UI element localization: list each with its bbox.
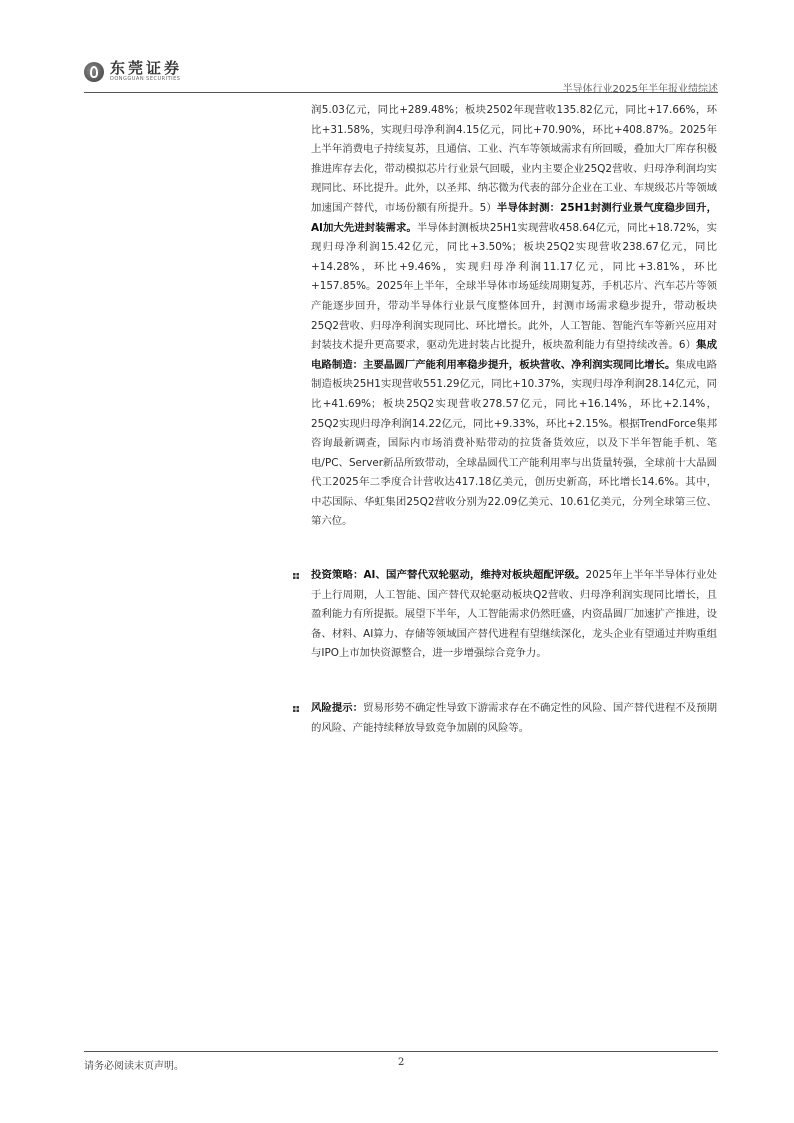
disclaimer-note: 请务必阅读末页声明。 — [84, 1061, 184, 1072]
risk-warning-text: 贸易形势不确定性导致下游需求存在不确定性的风险、国产替代进程不及预期的风险、产能持续释放导致竞争加剧的风险等。 — [311, 702, 718, 734]
foundry-section-heading: 集成电路制造：主要晶圆厂产能利用率稳步提升，板块营收、净利润实现同比增长。 — [311, 339, 718, 371]
packaging-section-text: 半导体封测板块25H1实现营收458.64亿元，同比+18.72%，实现归母净利润15.42亿元，同比+3.50%；板块25Q2实现营收238.67亿元，同比+14.28%，环比+9.46%，实现归母净利润11.17亿元，同比+3.81%，环比+157.85%。2025年上半年，全球半导体市场延续周期复苏，手机芯片、汽车芯片等领产能逐步回升，带动半导体行业景气度整体回升，封测市场需求稳步提升，带动板块25Q2营收、归母净利润实现同比、环比增长。此外，人工智能、智能汽车等新兴应用对封装技术提升更高要求，驱动先进封装占比提升，板块盈利能力有望持续改善。6） — [311, 221, 717, 352]
logo-emblem-icon — [84, 62, 104, 82]
industry-analysis-paragraph — [311, 101, 717, 532]
report-header-title: 半导体行业2025年半年报业绩综述 — [562, 84, 718, 95]
investment-strategy-heading: 投资策略：AI、国产替代双轮驱动，维持对板块超配评级。 — [311, 569, 586, 581]
risk-warning-heading: 风险提示： — [311, 702, 364, 714]
footer-divider — [84, 1051, 718, 1052]
paragraph-lead-text: 润5.03亿元，同比+289.48%；板块2502年现营收135.82亿元，同比+17.66%，环比+31.58%，实现归母净利润4.15亿元，同比+70.90%，环比+408.87%。2025年上半年消费电子持续复苏，且通信、工业、汽车等领域需求有所回暖，叠加大厂库存积极推进库存去化，带动模拟芯片行业景气回暖，业内主要企业25Q2营收、归母净利润均实现同比、环比提升。此外，以圣邦、纳芯微为代表的部分企业在工业、车规级芯片等领域加速国产替代，市场份额有所提升。5） — [311, 104, 717, 214]
bullet-square-icon — [292, 572, 299, 579]
investment-strategy-text: 2025年上半年半导体行业处于上行周期，人工智能、国产替代双轮驱动板块Q2营收、归母净利润实现同比增长，且盈利能力有所提振。展望下半年，人工智能需求仍然旺盛，内资晶圆厂加速扩产推进，设备、材料、AI算力、存储等领域国产替代进程有望继续深化，龙头企业有望通过并购重组与IPO上市加快资源整合，进一步增强综合竞争力。 — [311, 569, 717, 660]
page-number: 2 — [398, 1057, 405, 1068]
logo-english-name: DONGGUAN SECURITIES — [110, 76, 181, 82]
logo-chinese-name: 东莞证券 — [110, 59, 183, 77]
risk-warning-item — [292, 699, 718, 738]
packaging-section-heading: 半导体封测：25H1封测行业景气度稳步回升，AI加大先进封装需求。 — [311, 201, 718, 234]
header-divider — [84, 92, 718, 93]
foundry-section-text: 集成电路制造板块25H1实现营收551.29亿元，同比+10.37%，实现归母净利润28.14亿元，同比+41.69%；板块25Q2实现营收278.57亿元，同比+16.14%，环比+2.14%，25Q2实现归母净利润14.22亿元，同比+9.33%，环比+2.15%。根据TrendForce集邦咨询最新调查，国际内市场消费补贴带动的拉货备货效应，以及下半年智能手机、笔电/PC、Server新品所致带动，全球晶圆代工产能利用率与出货量转强，全球前十大晶圆代工2025年二季度合计营收达417.18亿美元，创历史新高，环比增长14.6%。其中，中芯国际、华虹集团25Q2营收分别为22.09亿美元、10.61亿美元，分列全球第三位、第六位。 — [311, 358, 717, 528]
company-logo — [84, 60, 182, 83]
bullet-square-icon — [292, 705, 299, 712]
investment-strategy-item — [292, 566, 718, 664]
